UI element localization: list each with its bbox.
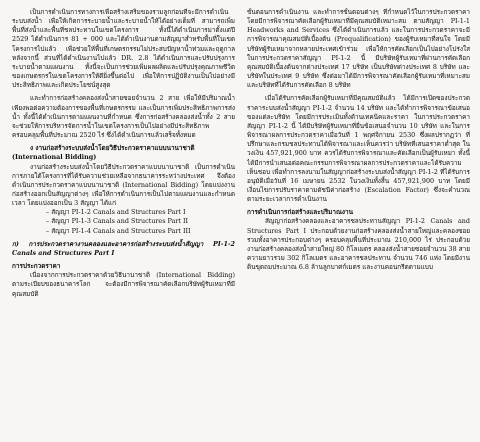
section-heading-international-bidding-en: (International Bidding) [12, 153, 97, 162]
right-paragraph-2: เมื่อได้รับการคัดเลือกผู้รับเหมาที่มีคุณสมบัติแล้ว ได้มีการเปิดซองประกวดราคาระบบส่งน้ำสัญญา PI-1-2 จำนวน 14 บริษัท และได้ทำการพิจารณาข้อเสนอของแต่ละบริษัท โดยมีการประเมินทั้งด้านเทคนิคและราคา ในการประกวดราคาสัญญา PI-1-2 นี้ ได้มีบริษัทผู้รับเหมาที่ยื่นข้อเสนอจำนวน 10 บริษัท และในการพิจารณาผลการประกวดราคาเมื่อวันที่ 1 พฤศจิกายน 2530 ซึ่งผลปรากฏว่า ที่ปรึกษาและกรมชลประทานได้พิจารณาและเห็นควรว่า บริษัทที่เสนอราคาต่ำสุด ในวงเงิน 457,921,900 บาท ควรได้รับการพิจารณาและคัดเลือกเป็นผู้รับเหมา ทั้งนี้ได้มีการนำเสนอต่อคณะกรรมการพิจารณาผลการประกวดราคาและได้รับความเห็นชอบ เพื่อทำการลงนามในสัญญาก่อสร้างระบบส่งน้ำสัญญา PI-1-2 ที่ได้รับการอนุมัติเมื่อวันที่ 16 เมษายน 2532 ในวงเงินทั้งสิ้น 457,921,900 บาท โดยมีเงื่อนไขการปรับราคาตามดัชนีค่าก่อสร้าง (Escalation Factor) ซึ่งจะคำนวณตามระยะเวลาการดำเนินงาน [247, 94, 470, 204]
right-column [247, 8, 470, 436]
left-paragraph-1: เป็นการดำเนินการทางการเพื่อสร้างเสริมของรามลูกก่อนที่จะมีการดำเนินระบบส่งน้ำ เพื่อให้เกิดการระบายน้ำและระบายน้ำให้ได้อย่างเต็มที่ สามารถเพิ่มพื้นที่ส่งน้ำและพื้นที่ชลประทานในเขตโครงการ ทั้งนี้ได้ดำเนินการมาตั้งแต่ปี 2529 ได้ดำเนินการ 81 + 000 และได้ดำเนินงานตามสัญญาสำหรับพื้นที่ในเขตโครงการไปแล้ว เพื่อช่วยให้พื้นที่เกษตรกรรมไม่ประสบปัญหาน้ำท่วมและฤดูกาลหลังจากนี้ ส่วนที่ได้ดำเนินงานไปแล้ว DR. 2.8 ได้ดำเนินการและปรับปรุงการระบายน้ำตามแผนงาน ทั้งนี้จะเป็นการช่วยเพิ่มผลผลิตและปรับปรุงคุณภาพชีวิตของเกษตรกรในเขตโครงการให้ดียิ่งขึ้นต่อไป เพื่อให้การปฏิบัติงานเป็นไปอย่างมีประสิทธิภาพและเกิดประโยชน์สูงสุด [12, 8, 235, 90]
list-item: – สัญญา PI-1-4 Canals and Structures Part III [46, 226, 191, 235]
list-item: – สัญญา PI-1-3 Canals and Structures Part II [46, 217, 189, 226]
subsection-heading-construction: การดำเนินการก่อสร้างและปริมาณงาน [247, 208, 353, 217]
contract-list [46, 208, 235, 235]
left-paragraph-3: งานก่อสร้างระบบส่งน้ำโดยวิธีประกวดราคาแบบนานาชาติ เป็นการดำเนินการภายใต้โครงการที่ได้รับความช่วยเหลือจากธนาคารระหว่างประเทศ จึงต้องดำเนินการประกวดราคาแบบนานาชาติ (International Bidding) โดยแบ่งงานก่อสร้างออกเป็นสัญญาต่างๆ เพื่อให้การดำเนินการเป็นไปตามแผนงานและกำหนดเวลา โดยแบ่งออกเป็น 3 สัญญา ได้แก่ [12, 162, 235, 208]
subsection-heading-pi-1-2: ก) การประกวดราคางานคลองและอาคารก่อสร้างระบบส่งน้ำสัญญา PI-1-2 Canals and Structures Part I [12, 239, 235, 257]
right-paragraph-3: สัญญาก่อสร้างคลองและอาคารชลประทานสัญญา PI-1-2 Canals and Structures Part I ประกอบด้วยงานก่อสร้างคลองส่งน้ำสายใหญ่และคลองซอย รวมทั้งอาคารประกอบต่างๆ ครอบคลุมพื้นที่ประมาณ 210,000 ไร่ ประกอบด้วยงานก่อสร้างคลองส่งน้ำสายใหญ่ 80 กิโลเมตร คลองส่งน้ำสายซอยจำนวน 38 สาย ความยาวรวม 302 กิโลเมตร และอาคารชลประทาน จำนวน 746 แห่ง โดยมีงานดินขุดถมประมาณ 6.8 ล้านลูกบาศก์เมตร และงานคอนกรีตตามแบบ [247, 217, 470, 272]
subsection-heading-bidding: การประกวดราคา [12, 262, 61, 271]
section-heading-international-bidding: ง งานก่อสร้างระบบส่งน้ำโดยวิธีประกวดราคาแบบนานาชาติ [30, 144, 195, 153]
left-paragraph-2: และทำการก่อสร้างคลองส่งน้ำสายซอยจำนวน 2 สาย เพื่อให้มีปริมาณน้ำเพียงพอต่อความต้องการของพื้นที่เกษตรกรรม และเป็นการเพิ่มประสิทธิภาพการส่งน้ำ ทั้งนี้ได้ดำเนินการตามแผนงานที่กำหนด ซึ่งการก่อสร้างคลองส่งน้ำทั้ง 2 สาย จะช่วยให้การบริหารจัดการน้ำในเขตโครงการเป็นไปอย่างมีประสิทธิภาพ ครอบคลุมพื้นที่ประมาณ 2520 ไร่ ซึ่งได้ดำเนินการแล้วเสร็จทั้งหมด [12, 94, 235, 140]
right-paragraph-1: ขั้นตอนการดำเนินงาน และทำการขั้นตอนต่างๆ ที่กำหนดไว้ในการประกวดราคา โดยมีการพิจารณาคัดเลือกผู้รับเหมาที่มีคุณสมบัติเหมาะสม ตามสัญญา PI-1-1 Headworks and Services ซึ่งได้ดำเนินการแล้ว และในการประกวดราคาจะมีการพิจารณาคุณสมบัติเบื้องต้น (Prequalification) ของผู้รับเหมาที่สนใจ โดยมีบริษัทผู้รับเหมาจากหลายประเทศเข้าร่วม เพื่อให้การคัดเลือกเป็นไปอย่างโปร่งใส ในการประกวดราคาสัญญา PI-1-2 นี้ มีบริษัทผู้รับเหมาที่ผ่านการคัดเลือกคุณสมบัติเบื้องต้นจากต่างประเทศ 17 บริษัท เป็นบริษัทต่างประเทศ 8 บริษัท และบริษัทในประเทศ 9 บริษัท ซึ่งต่อมาได้มีการพิจารณาคัดเลือกผู้รับเหมาที่เหมาะสม และบริษัทที่ได้รับการคัดเลือก 8 บริษัท [247, 8, 470, 90]
list-item: – สัญญา PI-1-2 Canals and Structures Part I [46, 208, 186, 217]
left-column [12, 8, 235, 436]
left-paragraph-4: เนื่องจากการประกวดราคาด้วยวิธีนานาชาติ (International Bidding) ตามระเบียบของธนาคารโลก จะต้องมีการพิจารณาคัดเลือกบริษัทผู้รับเหมาที่มีคุณสมบัติ [12, 271, 235, 298]
